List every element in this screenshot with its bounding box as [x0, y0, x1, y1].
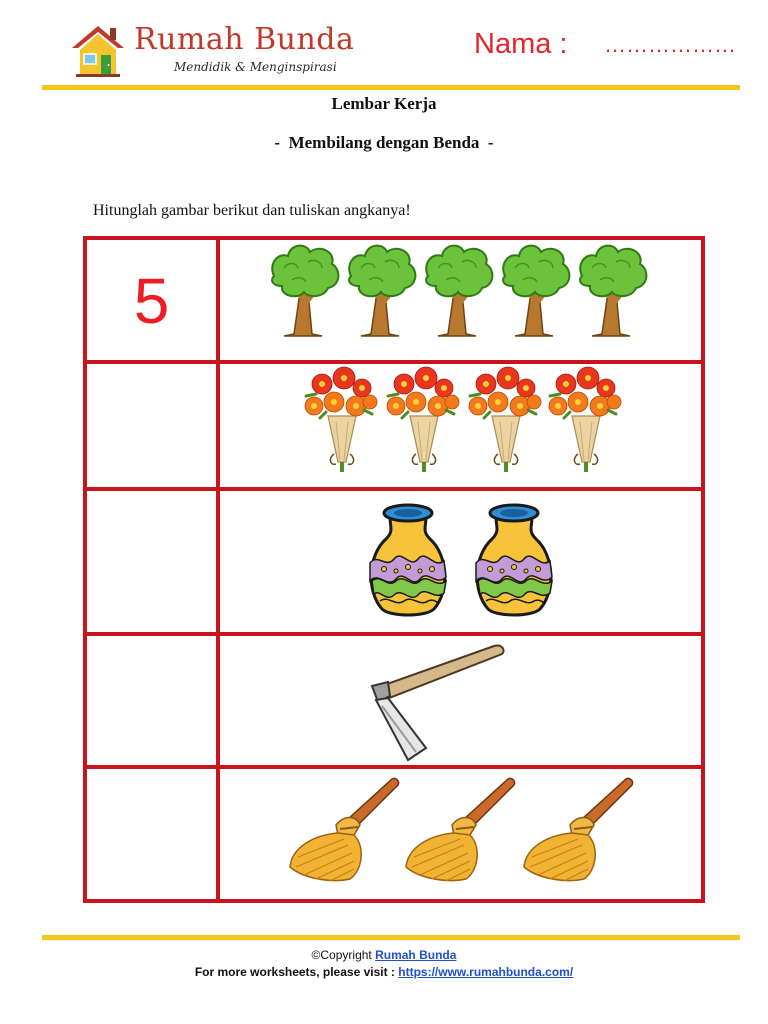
header-divider — [42, 85, 740, 90]
worksheet-title: Lembar Kerja — [331, 94, 437, 113]
broom-icon — [290, 778, 399, 881]
website-link[interactable]: https://www.rumahbunda.com/ — [398, 965, 574, 979]
brand-tagline: Mendidik & Menginspirasi — [174, 60, 337, 74]
hoe-row — [224, 636, 701, 765]
vase-row — [224, 491, 701, 632]
table-column-divider — [216, 236, 220, 903]
brand-name: Rumah Bunda — [134, 22, 355, 57]
flower-bouquet-icon — [549, 367, 621, 472]
worksheet-subtitle: - Membilang dengan Benda - — [274, 133, 494, 152]
visit-line — [0, 965, 768, 979]
answer-cell-row-3[interactable] — [87, 491, 216, 632]
tree-row — [224, 240, 701, 360]
flower-bouquet-icon — [387, 367, 459, 472]
answer-cell-row-5[interactable] — [87, 769, 216, 899]
answer-cell-row-4[interactable] — [87, 636, 216, 765]
hoe-icon — [372, 646, 504, 760]
visit-text: For more worksheets, please visit : — [194, 965, 399, 979]
flower-bouquet-icon — [305, 367, 377, 472]
tree-icon — [272, 246, 338, 336]
tree-icon — [349, 246, 415, 336]
copyright-line — [0, 948, 768, 962]
house-logo-icon — [70, 24, 126, 78]
tree-icon — [503, 246, 569, 336]
broom-icon — [524, 778, 633, 881]
flower-bouquet-icon — [469, 367, 541, 472]
answer-cell-row-2[interactable] — [87, 364, 216, 487]
flower-row — [224, 364, 701, 487]
copyright-link[interactable]: Rumah Bunda — [375, 948, 457, 962]
tree-icon — [426, 246, 492, 336]
worksheet-instruction: Hitunglah gambar berikut dan tuliskan angkanya! — [93, 202, 411, 219]
name-label: Nama : — [474, 28, 568, 60]
broom-icon — [406, 778, 515, 881]
footer-divider — [42, 935, 740, 940]
name-blank-field[interactable]: ……………… — [604, 32, 736, 57]
answer-cell-row-1[interactable]: 5 — [133, 264, 170, 337]
copyright-text: ©Copyright — [311, 948, 376, 962]
broom-row — [224, 769, 701, 899]
vase-icon — [476, 505, 552, 615]
vase-icon — [370, 505, 446, 615]
tree-icon — [580, 246, 646, 336]
